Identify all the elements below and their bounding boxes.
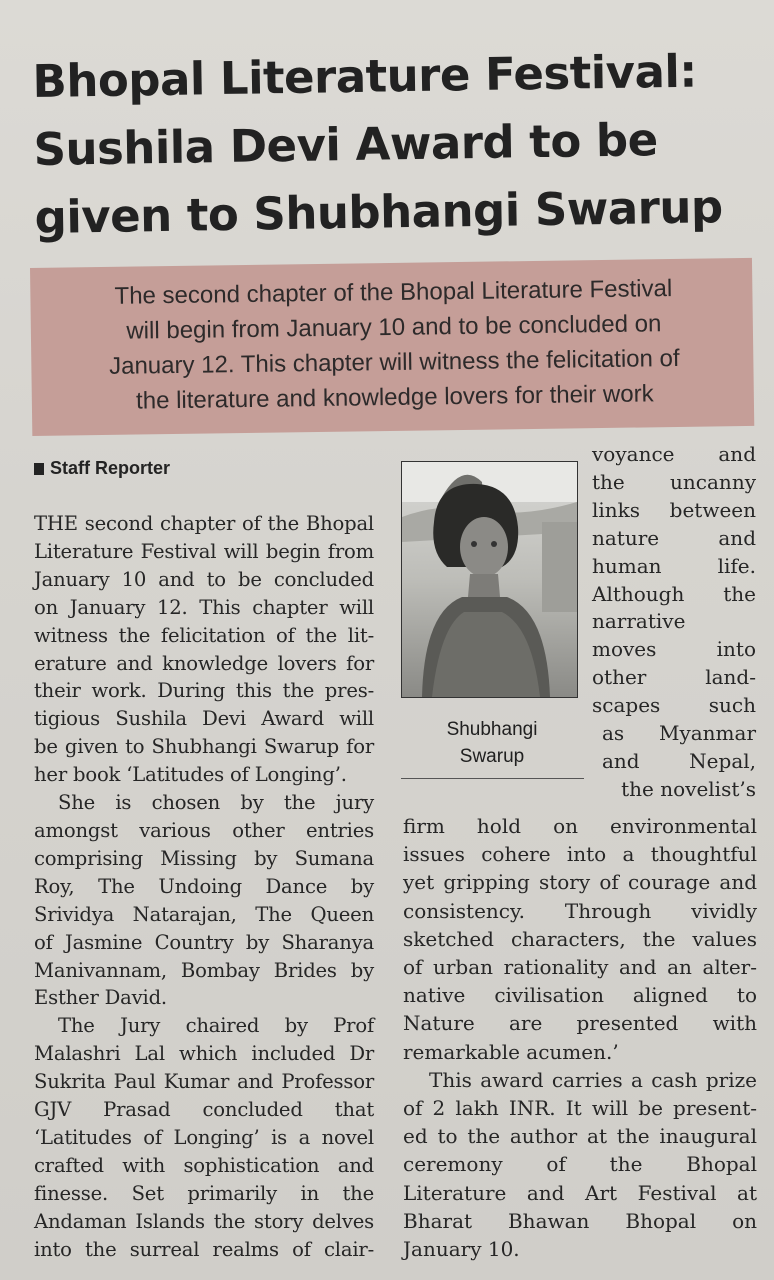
body-line: Although the [592, 581, 756, 606]
body-line: GJV Prasad concluded that [34, 1098, 374, 1122]
body-line: voyance and [592, 442, 756, 466]
body-line: native civilisation aligned to [403, 983, 757, 1008]
body-line: of urban rationality and an alter- [403, 955, 757, 980]
body-line: the uncanny [592, 469, 756, 494]
body-line: issues cohere into a thoughtful [403, 842, 757, 867]
article-column-1 [34, 510, 374, 1263]
body-line: January 10. [403, 1237, 520, 1262]
deck-line: January 12. This chapter will witness the felicitation of [108, 344, 680, 380]
body-line: ed to the author at the inaugural [403, 1124, 757, 1149]
body-line: nature and [592, 525, 756, 550]
deck-line: will begin from January 10 and to be concluded on [126, 310, 662, 345]
body-line: into the surreal realms of clair- [34, 1237, 374, 1261]
body-line: THE second chapter of the Bhopal [34, 512, 374, 535]
body-line: tigious Sushila Devi Award will [34, 707, 374, 731]
body-line: on January 12. This chapter will [34, 595, 374, 619]
body-line: ceremony of the Bhopal [403, 1152, 757, 1177]
body-line: Malashri Lal which included Dr [34, 1042, 374, 1066]
body-line: Sukrita Paul Kumar and Professor [34, 1070, 374, 1094]
body-line: other land- [592, 665, 756, 690]
headline-line: given to Shubhangi Swarup [34, 180, 724, 244]
headline-line: Sushila Devi Award to be [33, 113, 659, 176]
deck-line: The second chapter of the Bhopal Literature Festival [114, 275, 673, 310]
body-line: yet gripping story of courage and [403, 870, 757, 895]
body-line: Manivannam, Bombay Brides by [34, 958, 374, 982]
photo-caption [402, 716, 582, 770]
body-line: human life. [592, 553, 756, 578]
body-line: be given to Shubhangi Swarup for [34, 735, 374, 759]
body-line: crafted with sophistication and [34, 1153, 374, 1177]
portrait-photo [401, 461, 578, 698]
body-line: witness the felicitation of the lit- [34, 623, 374, 647]
body-line: ‘Latitudes of Longing’ is a novel [34, 1125, 374, 1149]
body-line: January 10 and to be concluded [34, 567, 374, 591]
body-line: firm hold on environmental [403, 814, 757, 838]
body-line: sketched characters, the values [403, 926, 757, 951]
body-line: consistency. Through vividly [403, 898, 757, 923]
byline-square-icon [34, 463, 44, 475]
body-line: Literature and Art Festival at [403, 1180, 757, 1205]
body-line: Esther David. [34, 986, 167, 1010]
body-line: the novelist’s [621, 776, 756, 801]
body-line: Nature are presented with [403, 1011, 757, 1036]
caption-line: Shubhangi [446, 719, 538, 740]
body-line: erature and knowledge lovers for [34, 651, 374, 675]
body-line: amongst various other entries [34, 818, 374, 842]
article-column-2 [403, 812, 757, 1263]
byline [34, 458, 170, 479]
body-line: This award carries a cash prize [429, 1067, 757, 1092]
body-line: their work. During this the pres- [34, 679, 374, 703]
body-line: moves into [592, 637, 756, 662]
body-line: remarkable acumen.’ [403, 1039, 619, 1064]
caption-divider [401, 778, 584, 779]
deck-line: the literature and knowledge lovers for their work [135, 380, 654, 415]
body-line: narrative [592, 609, 686, 634]
body-line: scapes such [592, 693, 756, 718]
body-line: and Nepal, [602, 748, 756, 773]
body-line: finesse. Set primarily in the [34, 1181, 374, 1205]
body-line: of 2 lakh INR. It will be present- [403, 1096, 757, 1121]
caption-line: Swarup [459, 746, 525, 767]
body-line: Srividya Natarajan, The Queen [34, 902, 374, 926]
headline-line: Bhopal Literature Festival: [32, 44, 698, 108]
deck-box [30, 258, 754, 436]
body-line: of Jasmine Country by Sharanya [34, 930, 374, 954]
body-line: as Myanmar [602, 721, 756, 746]
deck-text [48, 270, 740, 420]
body-line: The Jury chaired by Prof [58, 1014, 374, 1038]
body-line: comprising Missing by Sumana [34, 846, 374, 870]
body-line: her book ‘Latitudes of Longing’. [34, 763, 347, 787]
portrait-photo-icon [402, 462, 577, 697]
body-line: links between [592, 497, 756, 522]
body-line: Andaman Islands the story delves [34, 1209, 374, 1233]
body-line: Literature Festival will begin from [34, 539, 374, 563]
body-line: Roy, The Undoing Dance by [34, 874, 374, 898]
headline [32, 37, 755, 252]
body-line: Bharat Bhawan Bhopal on [403, 1208, 757, 1233]
article-column-3 [592, 441, 756, 804]
body-line: She is chosen by the jury [58, 791, 374, 815]
byline-text: Staff Reporter [50, 458, 171, 478]
